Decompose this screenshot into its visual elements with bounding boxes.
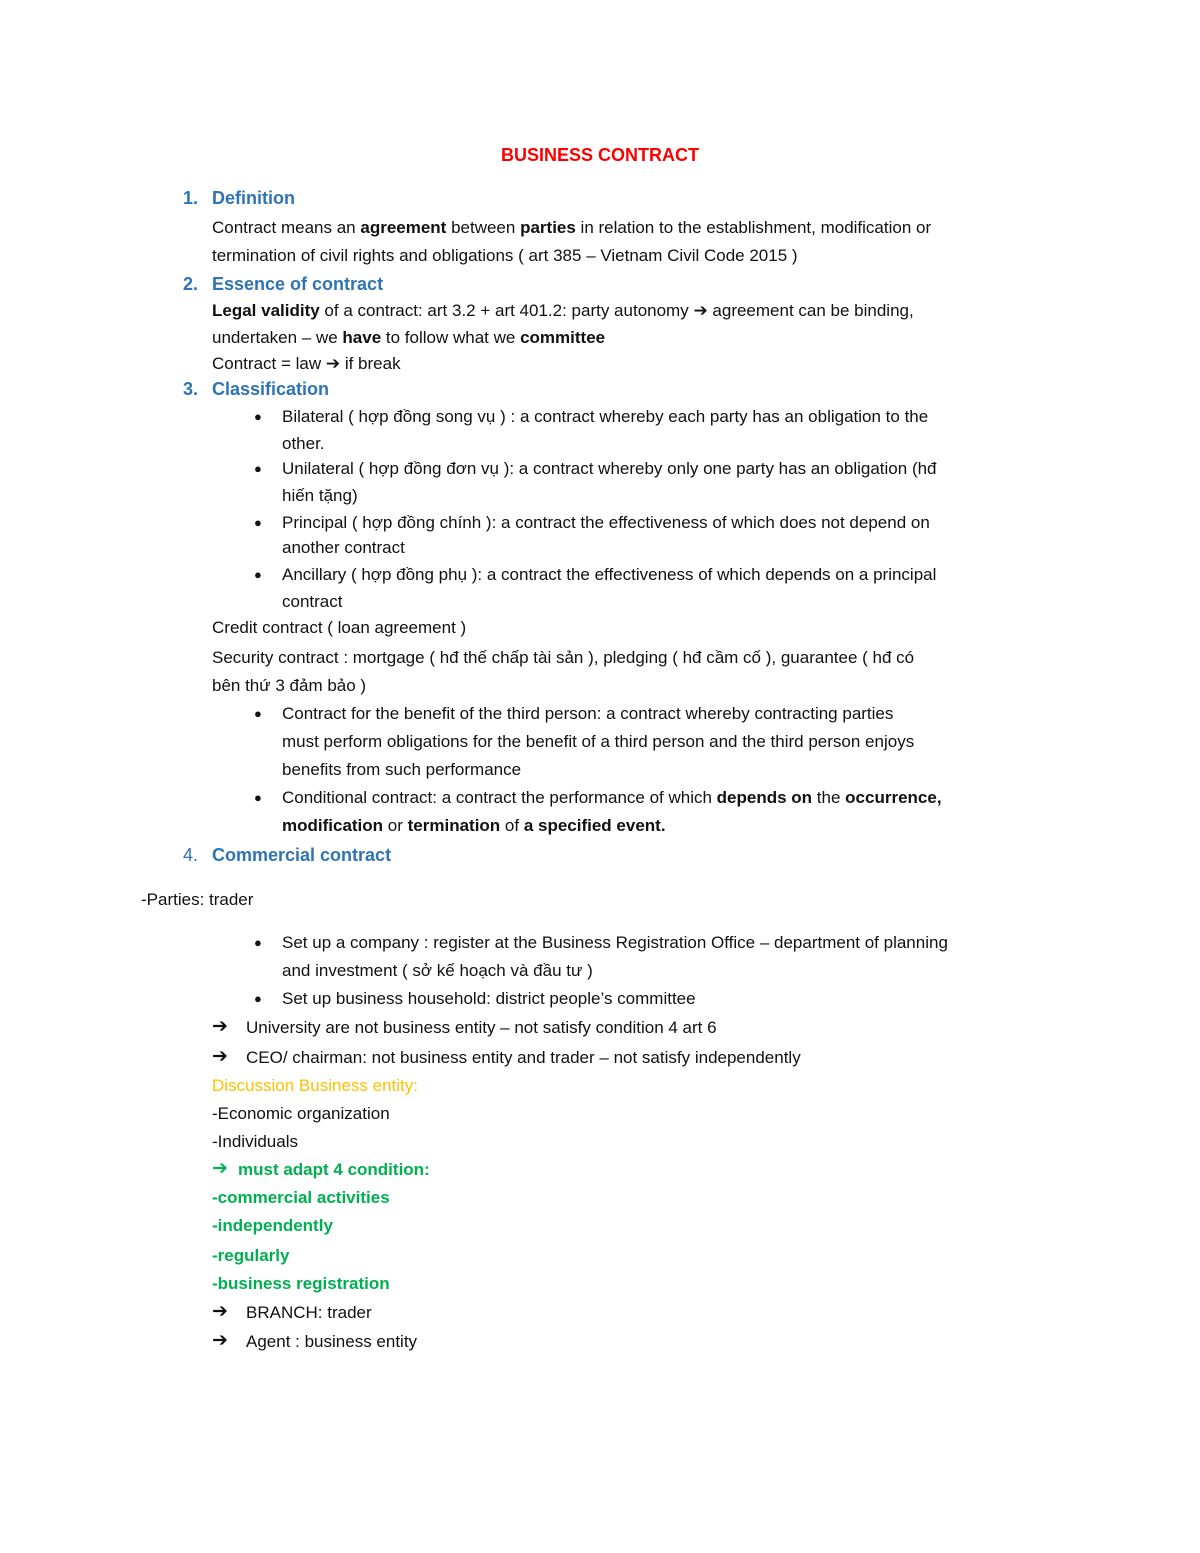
bullet-icon: ● [254, 409, 262, 424]
bullet-icon: ● [254, 935, 262, 950]
essence-line-2: undertaken – we have to follow what we committee [212, 328, 606, 347]
conditional-line-2: modification or termination of a specified event. [282, 816, 666, 835]
university-line: University are not business entity – not satisfy condition 4 art 6 [246, 1018, 717, 1037]
bullet-icon: ● [254, 706, 262, 721]
ancillary-line-2: contract [282, 592, 343, 611]
security-line-2: bên thứ 3 đảm bảo ) [212, 676, 367, 695]
section-number: 2. [182, 274, 198, 294]
third-person-line-1: Contract for the benefit of the third person: a contract whereby contracting parties [282, 704, 894, 723]
parties-line: -Parties: trader [141, 890, 254, 909]
household-line: Set up business household: district people’s committee [282, 989, 696, 1008]
company-line-1: Set up a company : register at the Business Registration Office – department of planning [282, 933, 948, 952]
third-person-line-2: must perform obligations for the benefit of a third person and the third person enjoys [282, 732, 915, 751]
security-line-1: Security contract : mortgage ( hđ thế chấp tài sản ), pledging ( hđ cầm cố ), guarantee ( hđ có [212, 648, 915, 667]
company-line-2: and investment ( sở kế hoạch và đầu tư ) [282, 961, 593, 980]
conditional-line-1: Conditional contract: a contract the performance of which depends on the occurrence, [282, 788, 942, 807]
discussion-heading: Discussion Business entity: [212, 1076, 418, 1095]
condition-commercial-activities: -commercial activities [212, 1188, 390, 1207]
bullet-icon: ● [254, 567, 262, 582]
arrow-icon: ➔ [212, 1330, 228, 1351]
arrow-icon: ➔ [212, 1016, 228, 1037]
arrow-icon: ➔ [212, 1158, 228, 1179]
ceo-line: CEO/ chairman: not business entity and trader – not satisfy independently [246, 1048, 801, 1067]
arrow-icon: ➔ [212, 1301, 228, 1322]
section-title: Classification [212, 379, 330, 399]
must-adapt-line: must adapt 4 condition: [238, 1160, 430, 1179]
unilateral-line-1: Unilateral ( hợp đồng đơn vụ ): a contract whereby only one party has an obligation (hđ [282, 459, 937, 478]
credit-contract: Credit contract ( loan agreement ) [212, 618, 467, 637]
section-number: 1. [182, 188, 198, 208]
individuals: -Individuals [212, 1132, 298, 1151]
section-title: Definition [212, 188, 295, 208]
economic-organization: -Economic organization [212, 1104, 390, 1123]
essence-line-1: Legal validity of a contract: art 3.2 + art 401.2: party autonomy ➔ agreement can be binding, [212, 301, 914, 320]
condition-business-registration: -business registration [212, 1274, 390, 1293]
arrow-icon: ➔ [693, 301, 708, 320]
bilateral-line-1: Bilateral ( hợp đồng song vụ ) : a contract whereby each party has an obligation to the [282, 407, 929, 426]
principal-line-2: another contract [282, 538, 405, 557]
unilateral-line-2: hiến tặng) [282, 486, 358, 505]
condition-regularly: -regularly [212, 1246, 290, 1265]
third-person-line-3: benefits from such performance [282, 760, 522, 779]
section-title: Essence of contract [212, 274, 384, 294]
bullet-icon: ● [254, 991, 262, 1006]
section-number: 4. [182, 845, 198, 865]
document-title: BUSINESS CONTRACT [500, 145, 699, 165]
bullet-icon: ● [254, 790, 262, 805]
section-title: Commercial contract [212, 845, 392, 865]
bilateral-line-2: other. [282, 434, 325, 453]
essence-line-3: Contract = law ➔ if break [212, 354, 401, 373]
bullet-icon: ● [254, 515, 262, 530]
agent-line: Agent : business entity [246, 1332, 418, 1351]
principal-line-1: Principal ( hợp đồng chính ): a contract the effectiveness of which does not depend on [282, 513, 930, 532]
branch-line: BRANCH: trader [246, 1303, 372, 1322]
condition-independently: -independently [212, 1216, 333, 1235]
arrow-icon: ➔ [212, 1046, 228, 1067]
definition-line-1: Contract means an agreement between parties in relation to the establishment, modification or [212, 218, 932, 237]
section-number: 3. [182, 379, 198, 399]
arrow-icon: ➔ [325, 354, 341, 373]
definition-line-2: termination of civil rights and obligations ( art 385 – Vietnam Civil Code 2015 ) [212, 246, 798, 265]
bullet-icon: ● [254, 461, 262, 476]
ancillary-line-1: Ancillary ( hợp đồng phụ ): a contract the effectiveness of which depends on a principal [282, 565, 937, 584]
